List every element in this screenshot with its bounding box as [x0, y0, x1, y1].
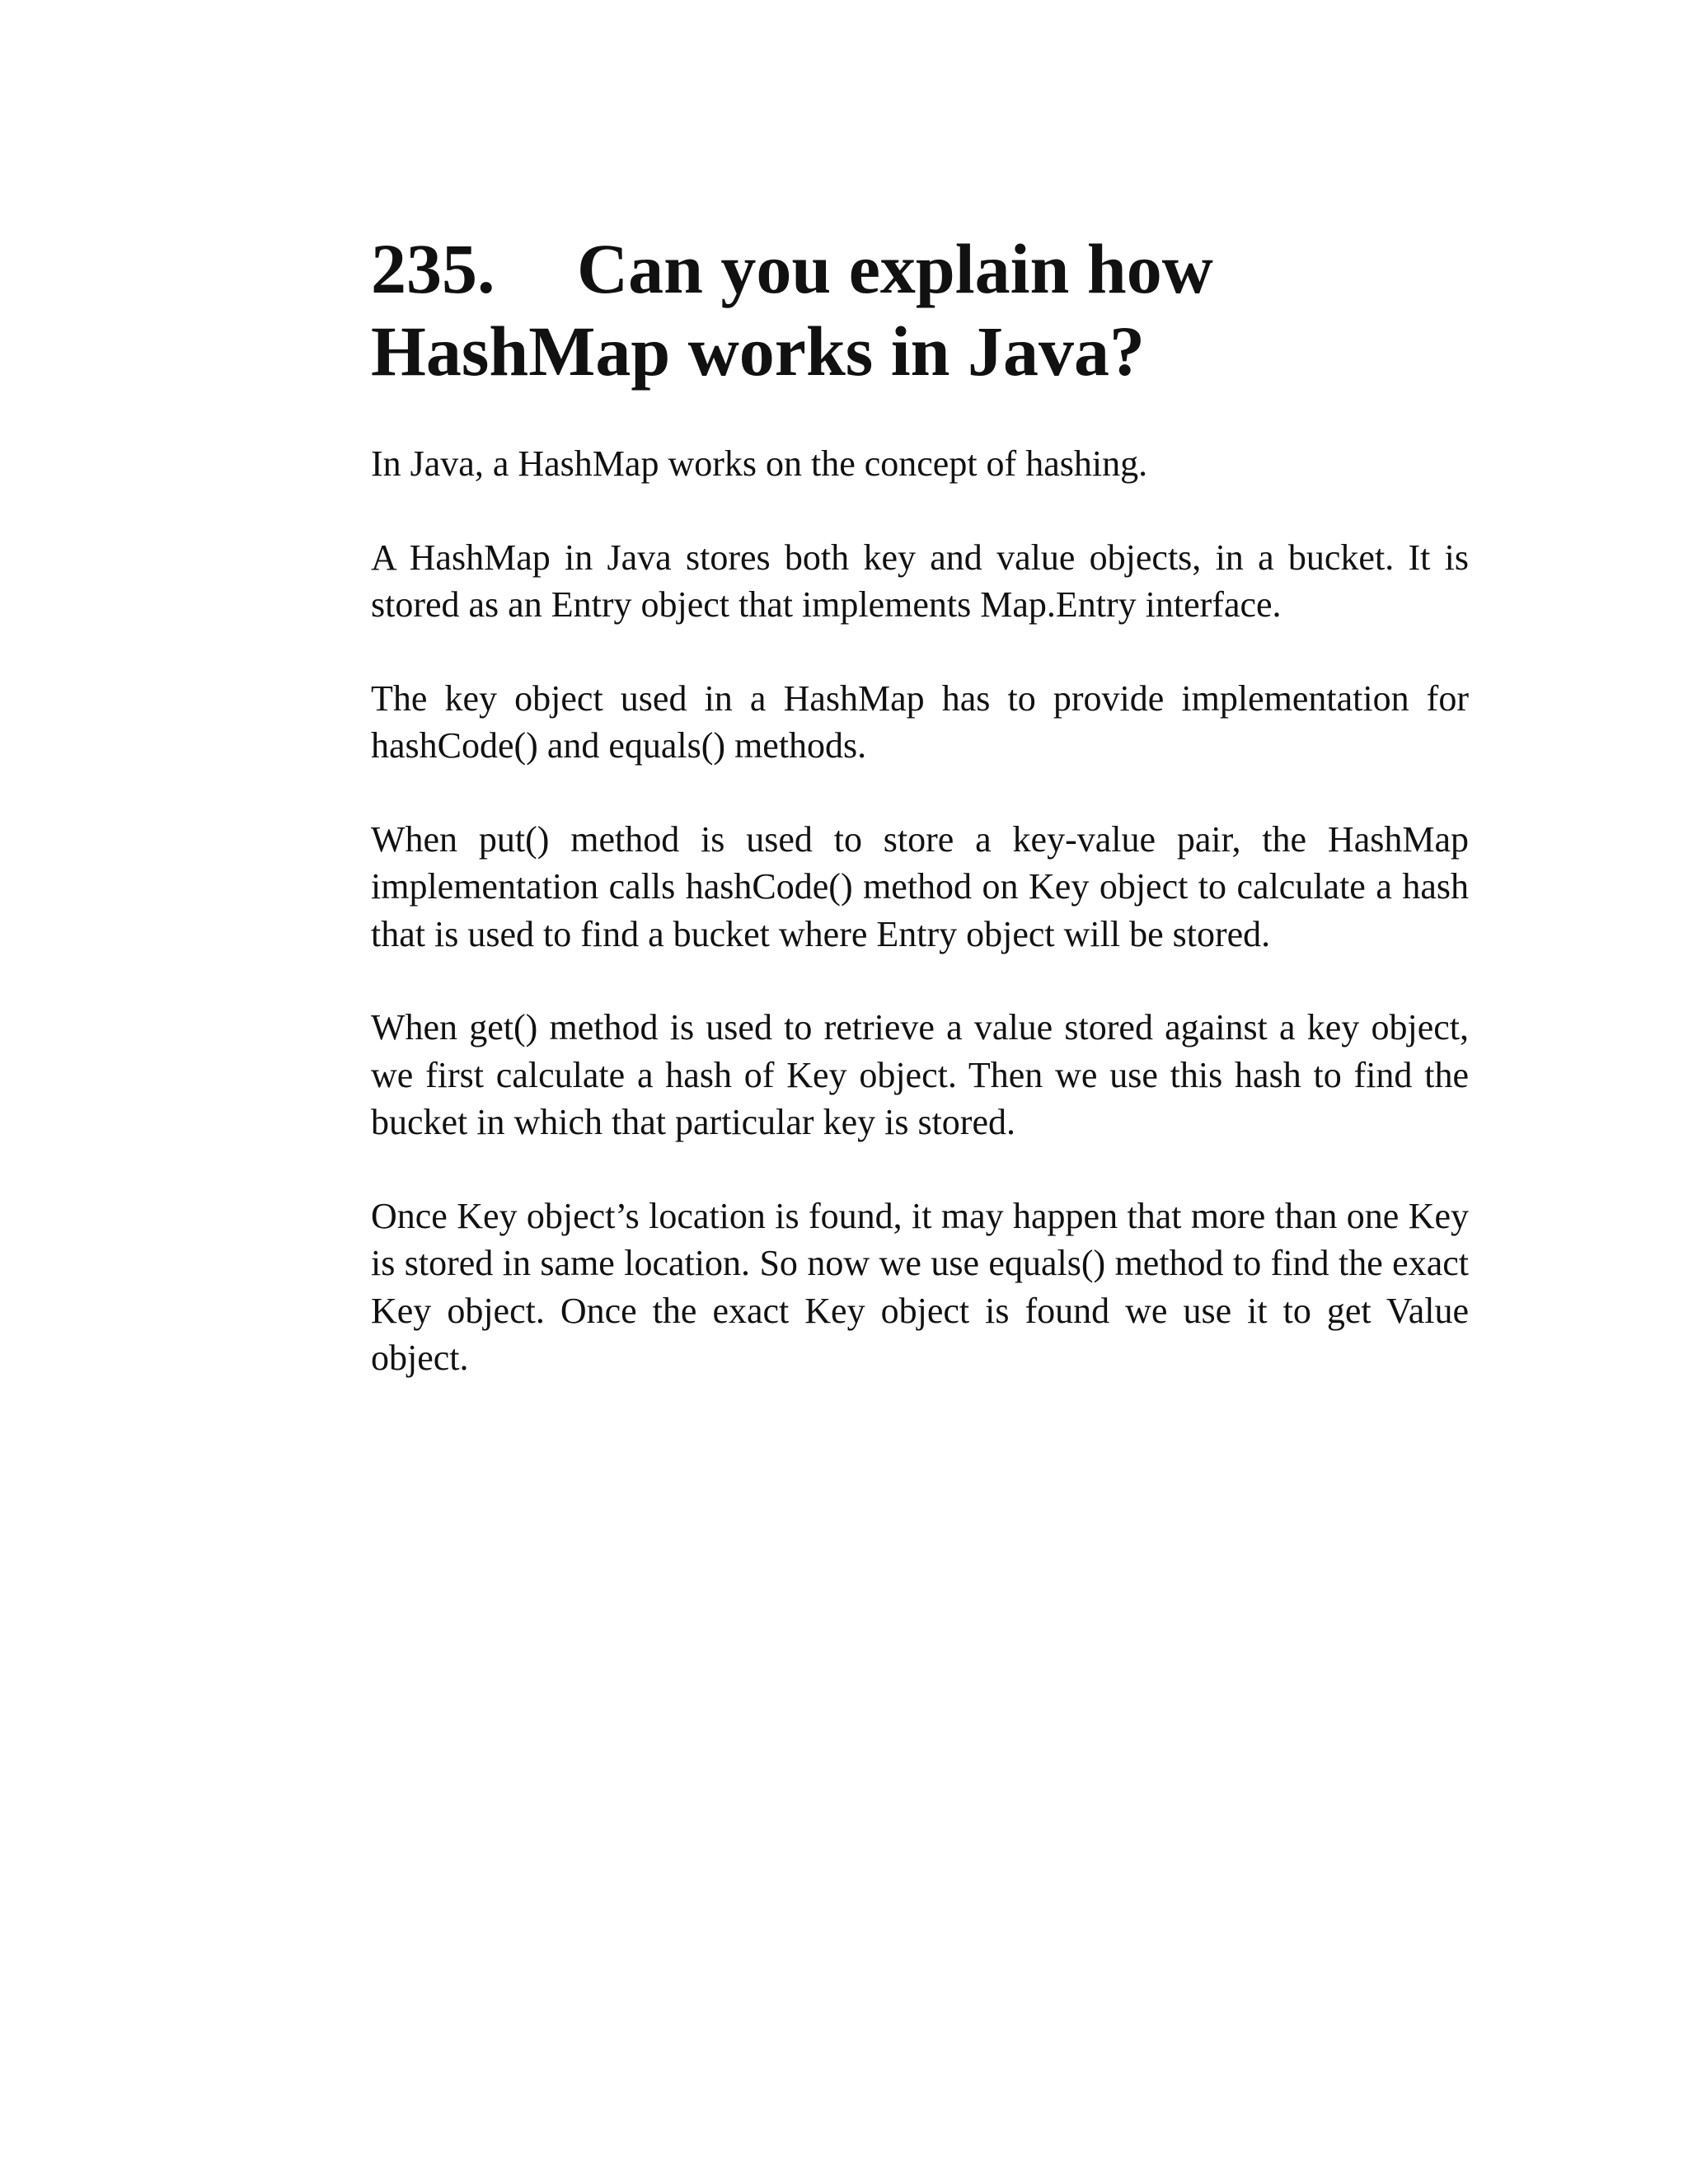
question-title-line1: Can you explain how — [577, 229, 1213, 308]
paragraph-equals-lookup: Once Key object’s location is found, it may happen that more than one Key is stored in same location. So now we use equals() method to find the exact Key object. Once the exact Key object is found we use it to get Value object. — [371, 1195, 1469, 1378]
paragraph-key-requirements: The key object used in a HashMap has to provide implementation for hashCode() and equals() methods. — [371, 677, 1469, 766]
paragraph-put-method: When put() method is used to store a key-value pair, the HashMap implementation calls hashCode() method on Key object to calculate a hash that is used to find a bucket where Entry object will be stored. — [371, 818, 1469, 954]
question-number: 235. — [371, 229, 495, 308]
paragraph-get-method: When get() method is used to retrieve a value stored against a key object, we first calculate a hash of Key object. Then we use this hash to find the bucket in which that particular key is stored. — [371, 1007, 1469, 1142]
paragraph-intro: In Java, a HashMap works on the concept of hashing. — [371, 443, 1148, 484]
question-title-line2: HashMap works in Java? — [371, 312, 1145, 391]
question-heading — [371, 227, 1469, 392]
paragraph-storage: A HashMap in Java stores both key and value objects, in a bucket. It is stored as an Entry object that implements Map.Entry interface. — [371, 537, 1469, 625]
document-page — [371, 227, 1469, 1428]
